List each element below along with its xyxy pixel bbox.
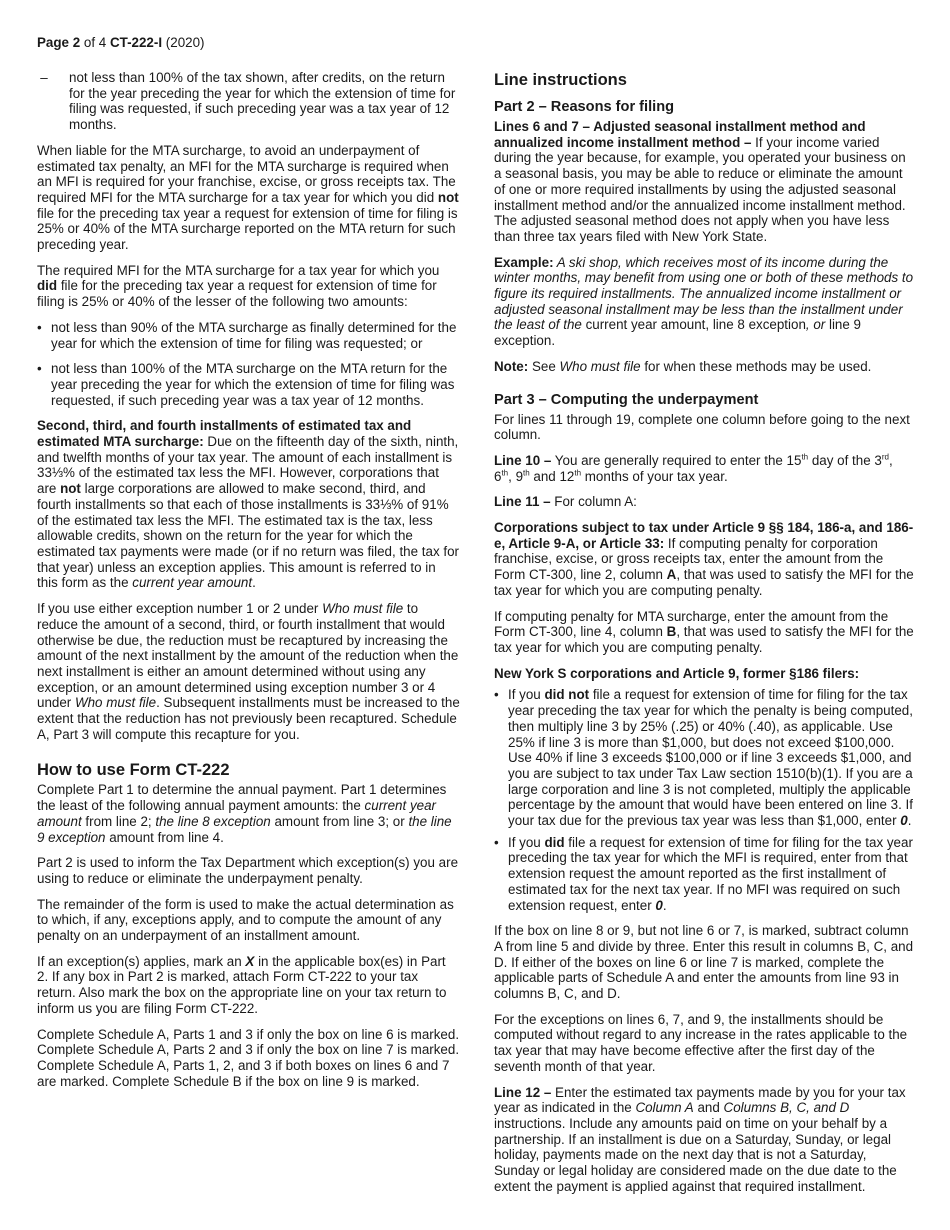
lines-11-19-paragraph: For lines 11 through 19, complete one column before going to the next column. <box>494 411 910 443</box>
example-paragraph: Example: A ski shop, which receives most of its income during the winter months, may benefit from using one or both of these methods to figure its required installments. The annualized income installment or adjusted seasonal installment may be less than the installment under the least of the current year amount, line 8 exception, or line 9 exception. <box>494 254 914 349</box>
page-number: Page 2 <box>37 35 81 50</box>
installments-paragraph: Second, third, and fourth installments of estimated tax and estimated MTA surcharge: Due on the fifteenth day of the sixth, ninth, and twelfth months of your tax year. The amount of each installment is 33⅓% of the estimated tax less the MFI. However, corporations that are not large corporations are allowed to make second, third, and fourth installments so that each of those installments is 33⅓% of 91% of the estimated tax less the MFI. The estimated tax is the tax, less allowable credits, shown on the return for the year for which the estimated tax payments were made (or if no return was filed, the tax for that year) unless an exception applies. This amount is referred to in this form as the current year amount. <box>37 418 459 591</box>
part2-paragraph: Part 2 is used to inform the Tax Department which exception(s) you are using to reduce or eliminate the underpayment penalty. <box>37 855 459 886</box>
dash-list-item: – not less than 100% of the tax shown, after credits, on the return for the year preceding the year for which the extension of time for filing was requested, if such preceding year was a tax year of 12 months. <box>40 70 456 133</box>
bullet-item: • If you did not file a request for extension of time for filing for the tax year preceding the tax year for which the penalty is being computed, then multiply line 3 by 25% (.25) or 40% (.40), as applicable. Use 25% if line 3 is more than $1,000, but does not exceed $100,000. Use 40% if line 3 exceeds $100,000 or if line 3 exceeds $1,000, and you are subject to tax under Tax Law section 1510(b)(1). If you are a large corporation and line 3 is not completed, multiply the applicable percentage by the amount that would have been entered on line 3. If your tax due for the previous tax year was less than $1,000, enter 0. <box>494 687 913 829</box>
how-to-use-heading: How to use Form CT-222 <box>37 761 230 780</box>
lines-6-7-paragraph: Lines 6 and 7 – Adjusted seasonal installment method and annualized income installment method – If your income varied during the year because, for example, you operated your business on a seasonal basis, you may be able to reduce or eliminate the amount of one or more required installments by using the adjusted seasonal installment method and/or the annualized income installment method. The adjusted seasonal method does not apply when you have less than three tax years filed with New York State. <box>494 119 906 244</box>
line-11-paragraph: Line 11 – For column A: <box>494 494 637 510</box>
left-column <box>37 70 460 1099</box>
s-corporations-heading: New York S corporations and Article 9, former §186 filers: <box>494 665 860 681</box>
mta-mfi-extension-paragraph: The required MFI for the MTA surcharge for a tax year for which you did file for the preceding tax year a request for extension of time for filing is 25% or 40% of the lesser of the following two amounts: <box>37 262 440 310</box>
page-of: of 4 <box>80 35 110 50</box>
exception-mark-paragraph: If an exception(s) applies, mark an X in the applicable box(es) in Part 2. If any box in Part 2 is marked, attach Form CT-222 to your tax return. Also mark the box on the appropriate line on your tax return to inform us you are filing Form CT-222. <box>37 953 447 1016</box>
bullet-item: • not less than 100% of the MTA surcharge on the MTA return for the year preceding the year for which the extension of time for filing was requested, if such preceding year was a tax year of 12 months. <box>37 361 455 408</box>
note-paragraph: Note: See Who must file for when these methods may be used. <box>494 358 872 374</box>
page-header <box>37 35 205 51</box>
mta-surcharge-paragraph: If computing penalty for MTA surcharge, enter the amount from the Form CT-300, line 4, column B, that was used to satisfy the MFI for the tax year for which you are computing penalty. <box>494 608 914 655</box>
line-8-9-paragraph: If the box on line 8 or 9, but not line 6 or 7, is marked, subtract column A from line 5 and divide by three. Enter this result in columns B, C, and D. If either of the boxes on line 6 or line 7 is marked, complete the applicable parts of Schedule A and enter the amounts from line 93 in columns B, C, and D. <box>494 923 914 1002</box>
corporations-paragraph: Corporations subject to tax under Article 9 §§ 184, 186-a, and 186-e, Article 9-A, or Article 33: If computing penalty for corporation franchise, excise, or gross receipts tax, enter the amount from the Form CT-300, line 2, column A, that was used to satisfy the MFI for the tax year for which you are computing penalty. <box>494 520 914 598</box>
line-10-paragraph: Line 10 – You are generally required to enter the 15th day of the 3rd, 6th, 9th and 12th months of your tax year. <box>494 452 893 484</box>
line-12-paragraph: Line 12 – Enter the estimated tax payments made by you for your tax year as indicated in the Column A and Columns B, C, and D instructions. Include any amounts paid on time on your behalf by a partnership. If an installment is due on a Saturday, Sunday, or legal holiday, payments made on the next day that is not a Saturday, Sunday or legal holiday are considered made on the due date to the extent the payment is applied against that required installment. <box>494 1084 906 1194</box>
mta-mfi-paragraph: When liable for the MTA surcharge, to avoid an underpayment of estimated tax penalty, an MFI for the MTA surcharge is required when an MFI is required for your franchise, excise, or gross receipts tax. The required MFI for the MTA surcharge for a tax year for which you did not file for the preceding tax year a request for extension of time for filing is 25% or 40% of the MTA surcharge reported on the MTA return for such preceding year. <box>37 142 459 253</box>
bullet-item: • not less than 90% of the MTA surcharge as finally determined for the year for which the extension of time for filing was requested; or <box>37 319 457 351</box>
recapture-paragraph: If you use either exception number 1 or 2 under Who must file to reduce the amount of a second, third, or fourth installment that would otherwise be due, the reduction must be recaptured by increasing the amount of the next installment by the amount of the reduction when the next installment is either an amount determined without using any exception, or an amount determined using exception number 3 or 4 under Who must file. Subsequent installments must be increased to the extent that the reduction has not previously been recaptured. Schedule A, Part 3 will compute this recapture for you. <box>37 601 460 742</box>
form-year: (2020) <box>162 35 205 50</box>
exceptions-paragraph: For the exceptions on lines 6, 7, and 9, the installments should be computed without regard to any increase in the rates applicable to the tax year that may have become effective after the first day of the seventh month of that year. <box>494 1011 908 1074</box>
bullet-item: • If you did file a request for extension of time for filing for the tax year preceding the tax year for which the MFI is required, enter from that extension request the amount reported as the first installment of estimated tax for the next tax year. If no MFI was required on such extension request, enter 0. <box>494 834 913 913</box>
schedule-paragraph: Complete Schedule A, Parts 1 and 3 if only the box on line 6 is marked. Complete Schedule A, Parts 2 and 3 if only the box on line 7 is marked. Complete Schedule A, Parts 1, 2, and 3 if both boxes on lines 6 and 7 are marked. Complete Schedule B if the box on line 9 is marked. <box>37 1026 460 1089</box>
line-instructions-heading: Line instructions <box>494 71 627 89</box>
part3-heading: Part 3 – Computing the underpayment <box>494 391 759 408</box>
part2-heading: Part 2 – Reasons for filing <box>494 99 675 115</box>
part1-paragraph: Complete Part 1 to determine the annual payment. Part 1 determines the least of the following annual payment amounts: the current year amount from line 2; the line 8 exception amount from line 3; or the line 9 exception amount from line 4. <box>37 782 452 845</box>
form-code: CT-222-I <box>109 35 163 50</box>
right-column <box>494 70 914 1204</box>
remainder-paragraph: The remainder of the form is used to make the actual determination as to which, if any, exceptions apply, and to compute the amount of any penalty on an underpayment of an installment amount. <box>37 896 454 944</box>
